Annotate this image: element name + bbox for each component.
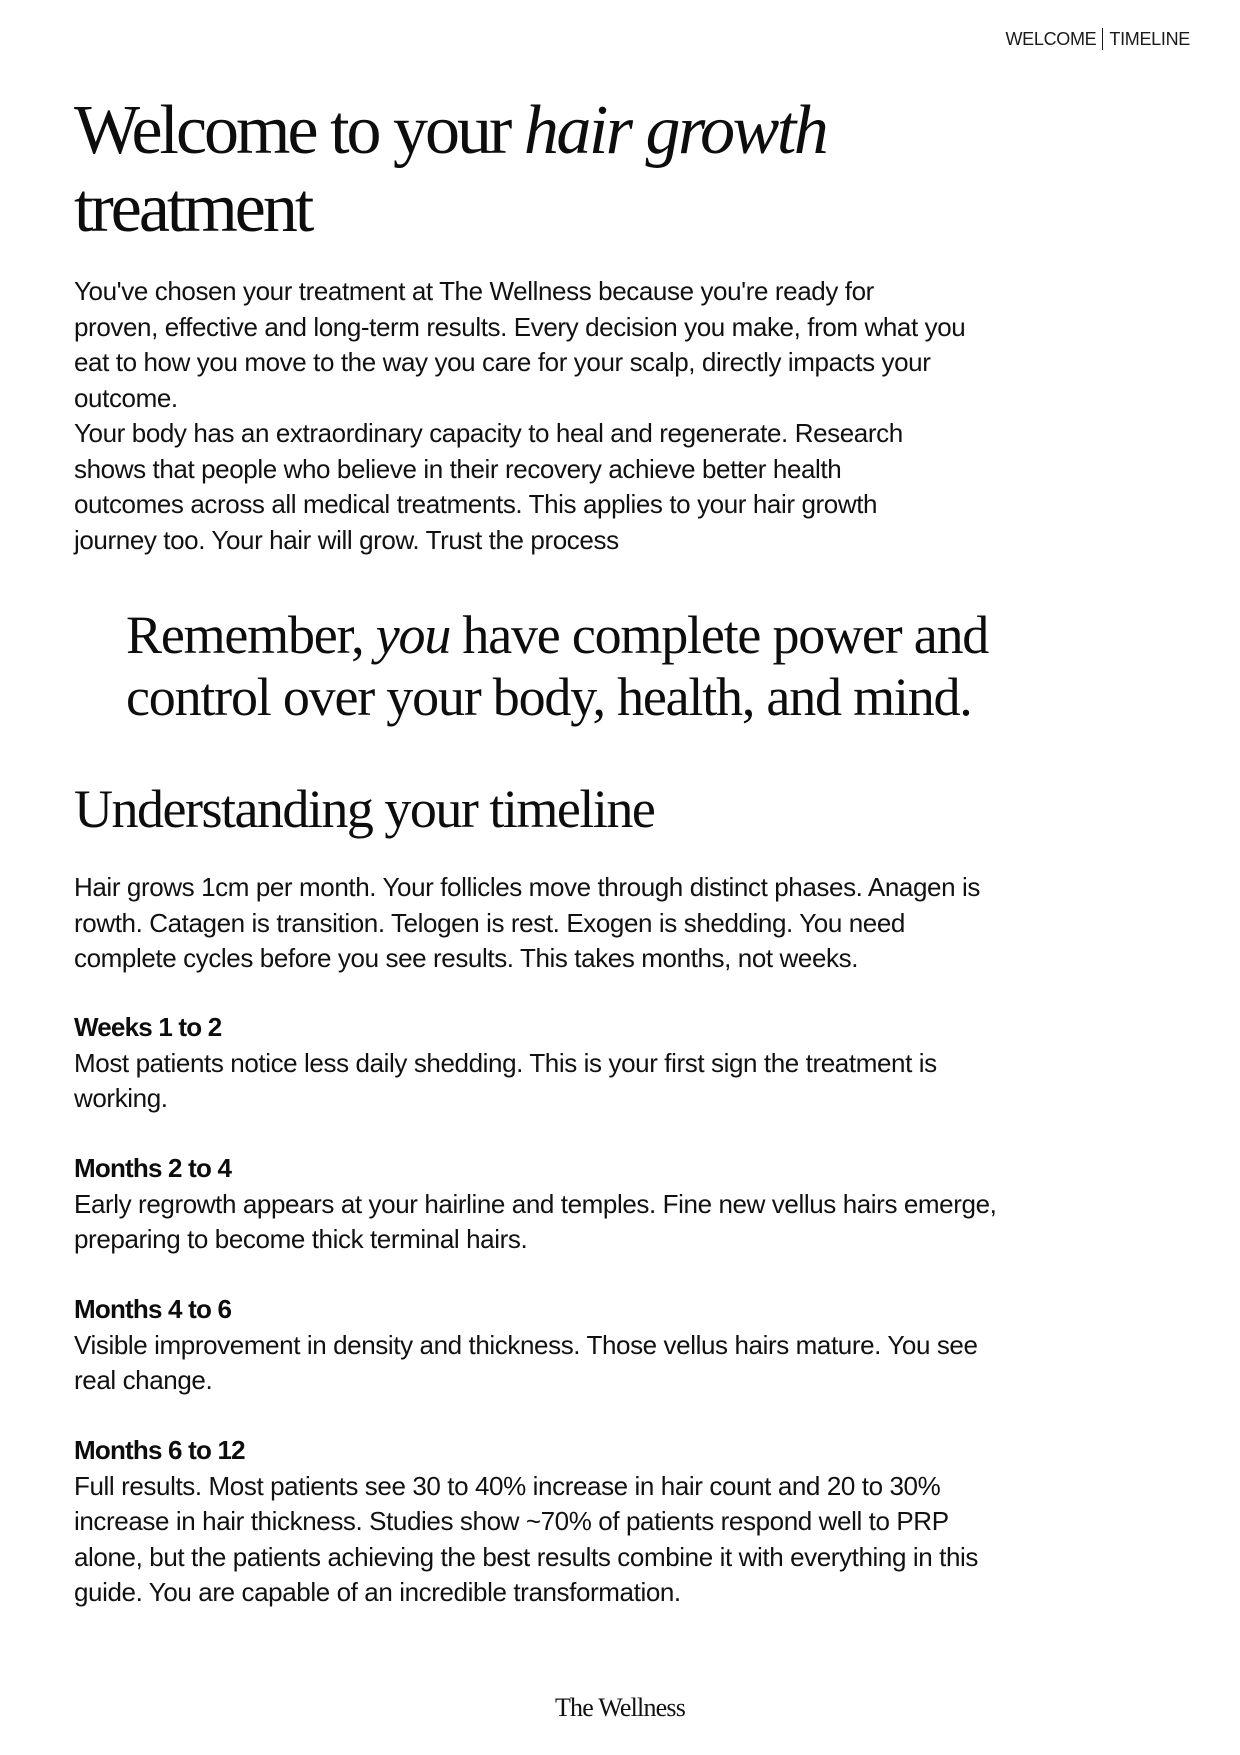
phase-heading: Months 6 to 12 <box>74 1435 245 1465</box>
page-title <box>74 92 826 248</box>
phase-line: preparing to become thick terminal hairs. <box>74 1224 528 1254</box>
intro-line: shows that people who believe in their recovery achieve better health <box>74 453 842 484</box>
intro-line: journey too. Your hair will grow. Trust the process <box>74 524 619 555</box>
phase-heading: Weeks 1 to 2 <box>74 1012 222 1042</box>
phase-line: real change. <box>74 1365 213 1395</box>
timeline-intro-line: Hair grows 1cm per month. Your follicles move through distinct phases. Anagen is <box>74 872 980 902</box>
quote-line-1 <box>126 604 988 666</box>
phase-description <box>74 1046 937 1117</box>
intro-line: outcomes across all medical treatments. This applies to your hair growth <box>74 489 878 519</box>
phase-line: guide. You are capable of an incredible transformation. <box>74 1577 681 1607</box>
phase-line: Visible improvement in density and thickness. Those vellus hairs mature. You see <box>74 1329 978 1360</box>
quote-line-2: control over your body, health, and mind. <box>126 667 972 727</box>
timeline-phase-weeks-1-2 <box>74 1010 937 1117</box>
phase-description <box>74 1187 996 1258</box>
footer-brand-logo: The Wellness <box>554 1693 686 1722</box>
pull-quote <box>126 604 988 728</box>
phase-line: Full results. Most patients see 30 to 40% increase in hair count and 20 to 30% <box>74 1470 941 1501</box>
quote-emphasis: you <box>375 605 451 665</box>
phase-line: increase in hair thickness. Studies show ~70% of patients respond well to PRP <box>74 1506 949 1536</box>
timeline-intro-paragraph <box>74 870 980 977</box>
phase-description <box>74 1328 978 1399</box>
phase-line: Most patients notice less daily shedding. This is your first sign the treatment is <box>74 1047 937 1078</box>
phase-description <box>74 1469 978 1611</box>
intro-line: Your body has an extraordinary capacity to heal and regenerate. Research <box>74 418 903 448</box>
intro-line: eat to how you move to the way you care for your scalp, directly impacts your <box>74 347 931 377</box>
breadcrumb-divider <box>1102 28 1103 50</box>
title-part-2: treatment <box>74 170 312 247</box>
quote-text: have complete power and <box>450 605 989 665</box>
title-italic: hair growth <box>523 92 827 169</box>
timeline-heading: Understanding your timeline <box>74 779 655 839</box>
phase-line: working. <box>74 1083 168 1113</box>
quote-text: Remember, <box>126 605 376 665</box>
timeline-phase-months-4-6 <box>74 1292 978 1399</box>
intro-paragraph <box>74 274 965 558</box>
intro-line: You've chosen your treatment at The Wellness because you're ready for <box>74 276 874 306</box>
timeline-phase-months-2-4 <box>74 1151 996 1258</box>
section-breadcrumb <box>1005 28 1190 50</box>
phase-line: Early regrowth appears at your hairline and temples. Fine new vellus hairs emerge, <box>74 1188 997 1219</box>
breadcrumb-timeline: TIMELINE <box>1109 28 1190 49</box>
phase-heading: Months 4 to 6 <box>74 1294 232 1324</box>
title-part-1: Welcome to your <box>74 92 524 169</box>
phase-line: alone, but the patients achieving the best results combine it with everything in this <box>74 1541 978 1572</box>
intro-line: outcome. <box>74 382 178 413</box>
timeline-intro-line: rowth. Catagen is transition. Telogen is rest. Exogen is shedding. You need <box>74 907 905 938</box>
phase-heading: Months 2 to 4 <box>74 1153 232 1183</box>
timeline-intro-line: complete cycles before you see results. This takes months, not weeks. <box>74 943 859 973</box>
breadcrumb-welcome: WELCOME <box>1005 28 1097 49</box>
intro-line: proven, effective and long-term results. Every decision you make, from what you <box>74 311 966 342</box>
timeline-phase-months-6-12 <box>74 1433 978 1611</box>
